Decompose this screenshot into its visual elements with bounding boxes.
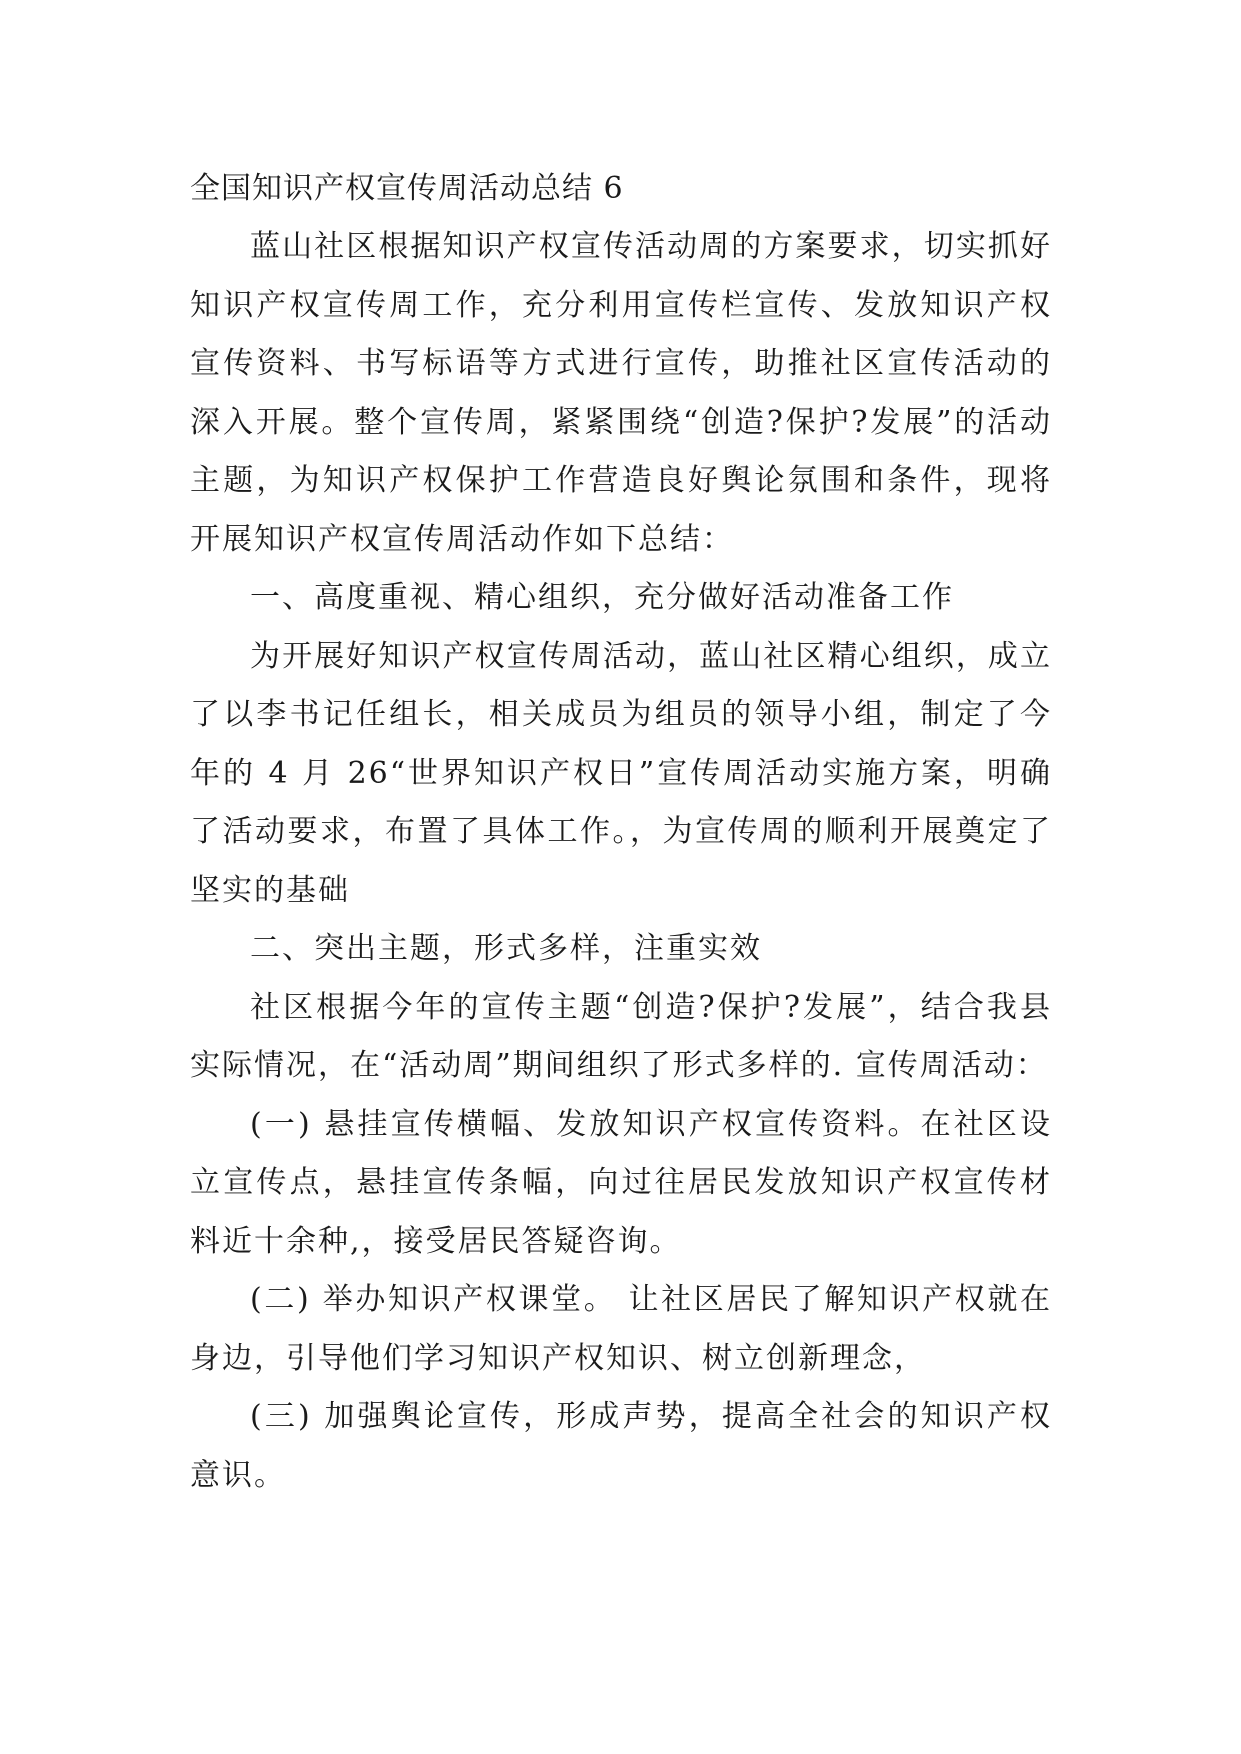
list-item-3: (三) 加强舆论宣传，形成声势，提高全社会的知识产权意识。 (190, 1399, 1052, 1493)
section-heading-1: 一、高度重视、精心组织，充分做好活动准备工作 (250, 580, 954, 615)
section-heading-2: 二、突出主题，形式多样，注重实效 (250, 931, 762, 966)
list-item-2: (二) 举办知识产权课堂。 让社区居民了解知识产权就在身边，引导他们学习知识产权知识、树立创新理念， (190, 1282, 1052, 1376)
document-title: 全国知识产权宣传周活动总结 6 (190, 171, 624, 206)
intro-paragraph: 蓝山社区根据知识产权宣传活动周的方案要求，切实抓好知识产权宣传周工作，充分利用宣传栏宣传、发放知识产权宣传资料、书写标语等方式进行宣传，助推社区宣传活动的深入开展。整个宣传周，紧紧围绕“创造?保护?发展”的活动主题，为知识产权保护工作营造良好舆论氛围和条件，现将开展知识产权宣传周活动作如下总结： (190, 229, 1052, 557)
section-1-paragraph: 为开展好知识产权宣传周活动，蓝山社区精心组织，成立了以李书记任组长，相关成员为组员的领导小组，制定了今年的 4 月 26“世界知识产权日”宣传周活动实施方案，明确了活动要求，布置了具体工作。，为宣传周的顺利开展奠定了坚实的基础 (190, 638, 1052, 908)
section-2-paragraph: 社区根据今年的宣传主题“创造?保护?发展”，结合我县实际情况，在“活动周”期间组织了形式多样的. 宣传周活动： (190, 989, 1052, 1083)
document-body (190, 160, 1052, 1505)
list-item-1: (一) 悬挂宣传横幅、发放知识产权宣传资料。在社区设立宣传点，悬挂宣传条幅，向过往居民发放知识产权宣传材料近十余种,，接受居民答疑咨询。 (190, 1106, 1052, 1259)
